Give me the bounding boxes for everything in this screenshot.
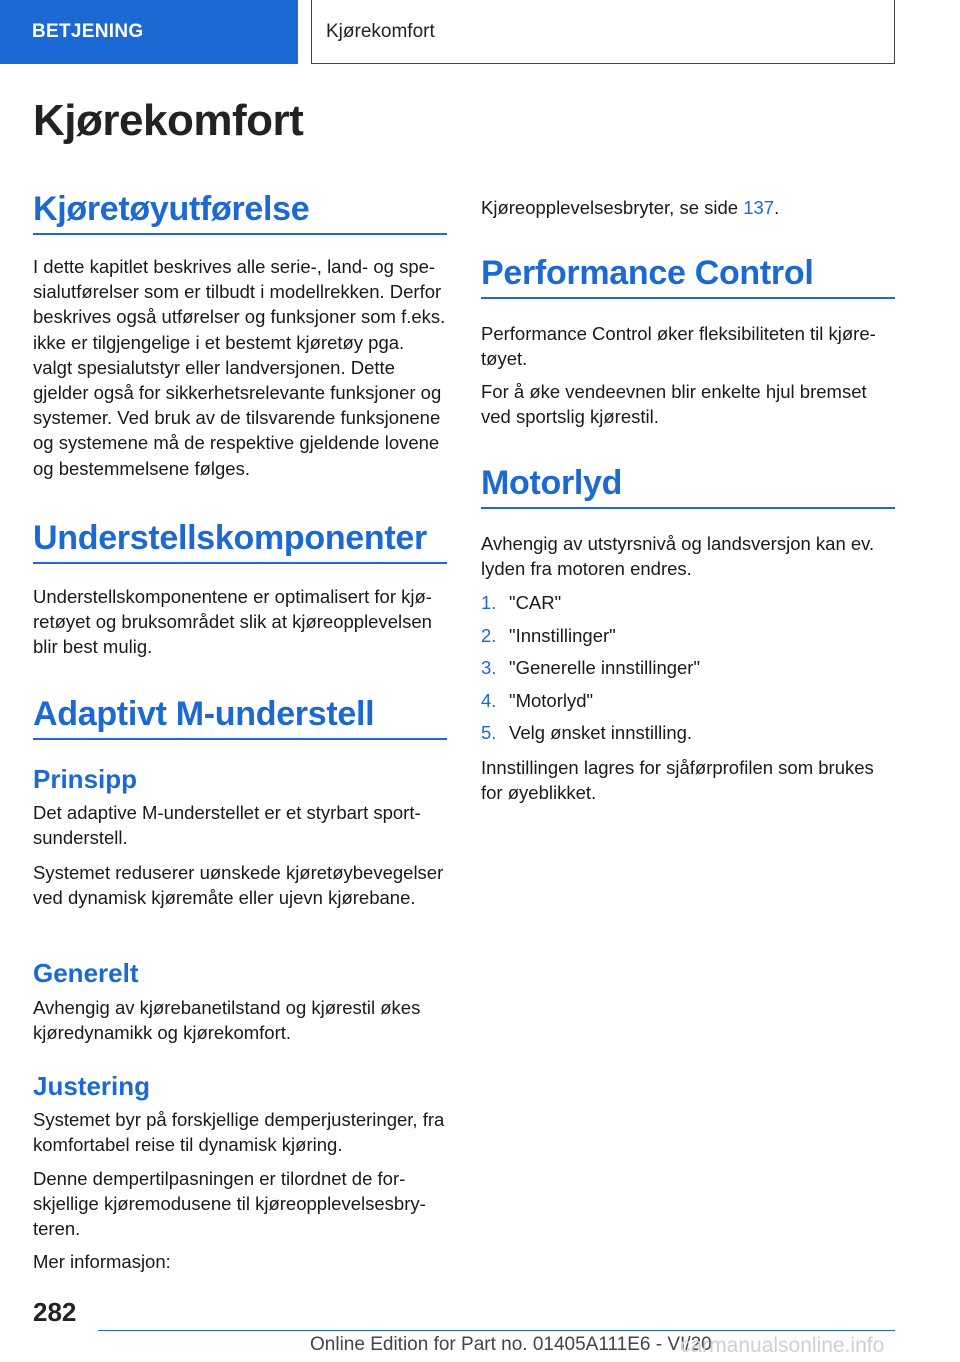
topic-tab[interactable]: Kjørekomfort: [311, 0, 895, 64]
principle-text-1: Det adaptive M-understellet er et styrbart sportsunderstell.: [33, 802, 421, 849]
footer-divider: [98, 1330, 895, 1331]
list-item: [481, 623, 895, 656]
heading-vehicle-features: Kjøretøyutførelse: [33, 190, 447, 235]
page-number: 282: [33, 1297, 77, 1327]
list-item: [481, 688, 895, 721]
switch-reference-text: Kjøreopplevelsesbryter, se side: [481, 197, 744, 218]
step-number: 1.: [481, 592, 497, 613]
step-number: 5.: [481, 722, 497, 744]
page-link-137[interactable]: 137: [743, 197, 775, 218]
section-tab[interactable]: BETJENING: [0, 0, 298, 64]
heading-performance-control: Performance Control: [481, 254, 895, 299]
more-info-text: Mer informasjon:: [33, 1251, 171, 1272]
performance-text-2: For å øke vendeevnen blir enkelte hjul bremset ved sportslig kjørestil.: [481, 381, 867, 428]
edition-info: Online Edition for Part no. 01405A111E6 - VI/20: [310, 1334, 712, 1355]
adjustment-text-2: Denne dempertilpasningen er tilordnet de forskjellige kjøremodusene til kjøreopplevelsesbryteren.: [33, 1168, 426, 1240]
list-item: [481, 720, 895, 753]
heading-chassis: Understellskomponenter: [33, 519, 447, 564]
heading-general: Generelt: [33, 958, 139, 988]
step-text: Velg ønsket innstilling.: [509, 722, 693, 744]
engine-sound-steps: [481, 590, 895, 753]
step-text: "Innstillinger": [509, 624, 616, 646]
list-item: [481, 655, 895, 688]
step-number: 2.: [481, 624, 497, 646]
step-text: "Motorlyd": [509, 689, 594, 711]
step-number: 4.: [481, 689, 497, 711]
vehicle-features-text: I dette kapitlet beskrives alle serie-, land- og spesialutførelser som er tilbudt i modellrekken. Derfor beskrives også utførelser og funksjoner som f.eks. ikke er tilgjengelige i et bestemt kjøretøy pga. valgt spesialutstyr eller landversjonen. Dette gjelder også for sikkerhetsrelevante funksjoner og systemer. Ved bruk av de tilsvarende funksjonene og systemene må de respektive gjeldende lovene og bestemmelsene følges.: [33, 256, 446, 479]
switch-reference-end: .: [774, 197, 780, 218]
chassis-text: Understellskomponentene er optimalisert for kjøretøyet og bruksområdet slik at kjøreopplevelsen blir best mulig.: [33, 586, 432, 658]
performance-text-1: Performance Control øker fleksibiliteten til kjøretøyet.: [481, 323, 876, 370]
engine-sound-intro: Avhengig av utstyrsnivå og landsversjon kan ev. lyden fra motoren endres.: [481, 533, 875, 580]
adjustment-text-1: Systemet byr på forskjellige demperjusteringer, fra komfortabel reise til dynamisk kjøring.: [33, 1109, 445, 1156]
principle-text-2: Systemet reduserer uønskede kjøretøybevegelser ved dynamisk kjøremåte eller ujevn kjørebane.: [33, 862, 444, 909]
watermark: carmanualsonline.info: [680, 1334, 885, 1357]
switch-reference: [481, 195, 895, 220]
step-text: "Generelle innstillinger": [509, 657, 701, 679]
page-title: Kjørekomfort: [33, 96, 304, 145]
heading-principle: Prinsipp: [33, 764, 138, 794]
heading-adaptive-chassis: Adaptivt M-understell: [33, 695, 447, 740]
heading-adjustment: Justering: [33, 1071, 151, 1101]
general-text: Avhengig av kjørebanetilstand og kjørestil økes kjøredynamikk og kjørekomfort.: [33, 997, 421, 1044]
step-number: 3.: [481, 657, 497, 679]
engine-sound-outro: Innstillingen lagres for sjåførprofilen som brukes for øyeblikket.: [481, 757, 874, 804]
heading-engine-sound: Motorlyd: [481, 464, 895, 509]
list-item: [481, 590, 895, 623]
step-text: "CAR": [509, 592, 562, 613]
